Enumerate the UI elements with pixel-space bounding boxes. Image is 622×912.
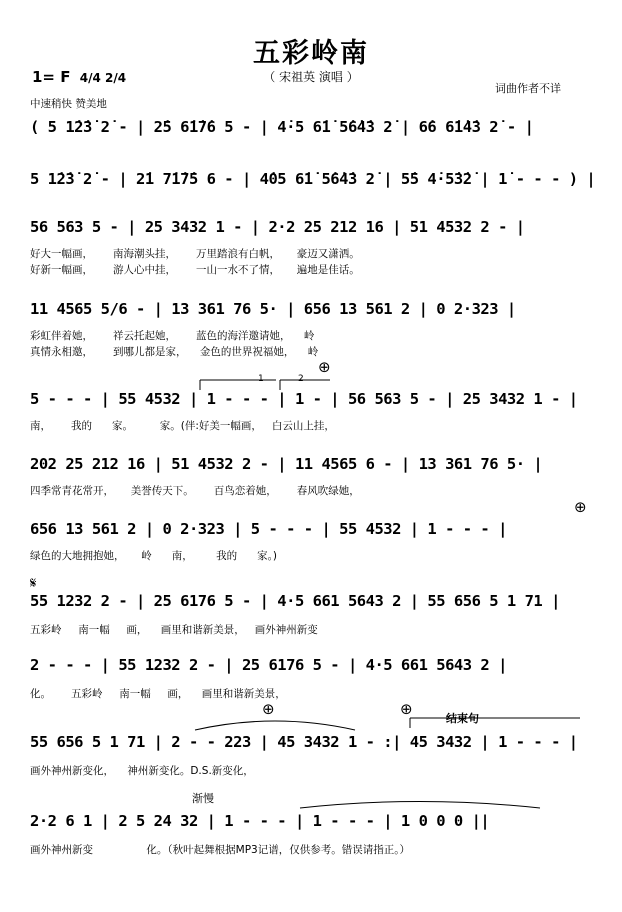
lyrics-verse-1: 好大一幅画， 南海潮头挂， 万里踏浪有白帆， 豪迈又潇洒。: [30, 248, 360, 260]
lyrics-verse-2: 真情永相邀， 到哪儿都是家， 金色的世界祝福她， 岭: [30, 346, 319, 358]
notes: 2 - - - | 55 1232 2 - | 25 6176 5 - | 4·5 661 5643 2 |: [30, 656, 507, 674]
key-label: 1= F: [32, 68, 71, 86]
author-note: 词曲作者不详: [495, 82, 561, 95]
lyrics: 南， 我的 家。 家。(伴:好美一幅画， 白云山上挂，: [30, 420, 335, 432]
lyrics: 画外神州新变化， 神州新变化。D.S.新变化，: [30, 765, 254, 777]
notes: 56 563 5 - | 25 3432 1 - | 2·2 25 212 16 | 51 4532 2 - |: [30, 218, 525, 236]
coda-icon: ⊕: [318, 358, 331, 376]
notes: 55 656 5 1 71 | 2 - - 223 | 45 3432 1 - :| 45 3432 | 1 - - - |: [30, 733, 578, 751]
volta-1-label: 1: [258, 374, 264, 384]
time-signature: 4/4 2/4: [79, 71, 127, 85]
tempo-marking: 中速稍快 赞美地: [30, 98, 107, 110]
segno-icon: 𝄋: [30, 574, 37, 592]
notes: 2·2 6 1 | 2 5 24 32 | 1 - - - | 1 - - - | 1 0 0 0 ||: [30, 812, 490, 830]
volta-2-label: 2: [298, 374, 304, 384]
lyrics: 化。 五彩岭 南一幅 画， 画里和谐新美景，: [30, 688, 286, 700]
coda-icon: ⊕: [262, 700, 275, 718]
lyrics: 四季常青花常开， 美誉传天下。 百鸟恋着她， 春风吹绿她，: [30, 485, 360, 497]
notes: 55 1232 2 - | 25 6176 5 - | 4·5 661 5643 2 | 55 656 5 1 71 |: [30, 592, 560, 610]
tie-arc: [300, 802, 540, 809]
notes: ( 5 1̇2̇3̇ 2̇ - | 2̇5 6̇1̇7̇6 5 - | 4̇·5 6̇1̇ 5̇6̇4̇3 2̇ | 6̇6 6̇1̇4̇3 2̇ - |: [30, 118, 534, 136]
lyrics: 画外神州新变 化。（秋叶起舞根据MP3记谱，仅供参考。错误请指正。）: [30, 844, 410, 856]
end-phrase-label: 结束句: [446, 712, 479, 725]
notes: 11 4565 5/6 - | 13 361 76 5· | 656 13 561 2 | 0 2·323 |: [30, 300, 516, 318]
song-title: 五彩岭南: [253, 38, 369, 69]
tie-arc: [195, 721, 355, 730]
key-signature: [32, 68, 126, 86]
coda-icon: ⊕: [574, 498, 587, 516]
notes: 656 13 561 2 | 0 2·323 | 5 - - - | 55 4532 | 1 - - - |: [30, 520, 507, 538]
ritardando-label: 渐慢: [192, 792, 214, 805]
singer-credit: （ 宋祖英 演唱 ）: [263, 70, 359, 84]
lyrics-verse-1: 彩虹伴着她， 祥云托起她， 蓝色的海洋邀请她， 岭: [30, 330, 315, 342]
notes: 5 - - - | 55 4532 | 1 - - - | 1 - | 56 563 5 - | 25 3432 1 - |: [30, 390, 578, 408]
coda-icon: ⊕: [400, 700, 413, 718]
notes: 5 1̇2̇3̇ 2̇ - | 2̇1 7̇1̇7̇5 6 - | 4̇05 6̇1̇ 5̇6̇4̇3 2̇ | 5̇5 4̇·5̇3̇2̇ | 1̇ - - - ) |: [30, 170, 596, 188]
lyrics: 绿色的大地拥抱她， 岭 南， 我的 家。): [30, 550, 277, 562]
lyrics-verse-2: 好新一幅画， 游人心中挂， 一山一水不了情， 遍地是佳话。: [30, 264, 360, 276]
lyrics: 五彩岭 南一幅 画， 画里和谐新美景， 画外神州新变: [30, 624, 318, 636]
notes: 202 25 212 16 | 51 4532 2 - | 11 4565 6 - | 13 361 76 5· |: [30, 455, 543, 473]
